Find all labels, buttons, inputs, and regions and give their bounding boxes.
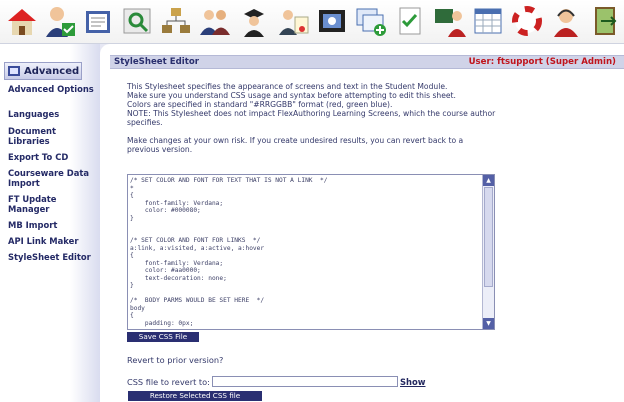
sidebar-item-export-to-cd[interactable]: Export To CD [8,152,69,162]
info-line-7: previous version. [127,145,193,154]
save-css-button[interactable]: Save CSS File [127,332,199,342]
page-title: StyleSheet Editor [114,57,199,67]
admin-tools-icon[interactable] [119,3,155,39]
users-group-icon[interactable] [197,3,233,39]
revert-file-input[interactable] [212,376,398,387]
css-editor-text[interactable]: /* SET COLOR AND FONT FOR TEXT THAT IS NOT A LINK */ * { font-family: Verdana; color: #000080; } /* SET COLOR AND FONT FOR LINKS */ a:link, a:visited, a:active, a:hover { font-family: Verdana; color: #aa0000; text-decoration: none; } /* BODY PARMS WOULD BE SET HERE */ body { padding: 0px; [130,177,328,327]
book-icon [7,64,21,78]
user-check-icon[interactable] [42,3,78,39]
panel-title-bar [110,55,624,69]
sidebar-item-mb-import[interactable]: MB Import [8,220,58,230]
info-line-5: specifies. [127,118,163,127]
info-line-3: Colors are specified in standard "#RRGGBB" format (red, green blue). [127,100,393,109]
teacher-icon[interactable] [431,3,467,39]
scroll-down-icon[interactable]: ▼ [483,318,494,329]
revert-label: CSS file to revert to: [127,377,210,387]
sidebar-item-courseware-data-import[interactable]: Courseware Data Import [8,168,90,188]
sidebar-item-document-libraries[interactable]: Document Libraries [8,126,57,146]
exit-door-icon[interactable] [587,3,623,39]
sidebar-header-label: Advanced [24,65,80,77]
show-link[interactable]: Show [400,377,426,387]
graduate-icon[interactable] [236,3,272,39]
css-editor-textarea[interactable] [127,174,495,330]
info-line-2: Make sure you understand CSS usage and syntax before attempting to edit this sheet. [127,91,456,100]
gradebook-icon[interactable] [80,3,116,39]
sidebar-item-stylesheet-editor[interactable]: StyleSheet Editor [8,252,91,262]
main-toolbar [0,0,624,44]
media-icon[interactable] [314,3,350,39]
sidebar-item-api-link-maker[interactable]: API Link Maker [8,236,79,246]
editor-scrollbar[interactable] [482,175,494,329]
add-window-icon[interactable] [353,3,389,39]
restore-css-button[interactable]: Restore Selected CSS file [128,391,262,401]
scroll-up-icon[interactable]: ▲ [483,175,494,186]
home-icon[interactable] [4,3,40,39]
task-checklist-icon[interactable] [392,3,428,39]
scrollbar-thumb[interactable] [484,187,493,287]
sidebar-header-advanced [4,62,82,80]
info-line-1: This Stylesheet specifies the appearance of screens and text in the Student Module. [127,82,448,91]
current-user: User: ftsupport (Super Admin) [468,57,616,67]
sidebar-item-languages[interactable]: Languages [8,109,60,119]
sidebar-item-ft-update-manager[interactable]: FT Update Manager [8,194,57,214]
hierarchy-icon[interactable] [158,3,194,39]
info-line-4: NOTE: This Stylesheet does not impact FlexAuthoring Learning Screens, which the course author [127,109,496,118]
help-wheel-icon[interactable] [509,3,545,39]
support-agent-icon[interactable] [548,3,584,39]
sidebar-item-advanced-options[interactable]: Advanced Options [8,84,94,94]
info-line-6: Make changes at your own risk. If you create undesired results, you can revert back to a [127,136,464,145]
certificate-icon[interactable] [275,3,311,39]
revert-heading: Revert to prior version? [127,355,224,365]
calendar-grid-icon[interactable] [470,3,506,39]
sidebar [0,60,100,402]
